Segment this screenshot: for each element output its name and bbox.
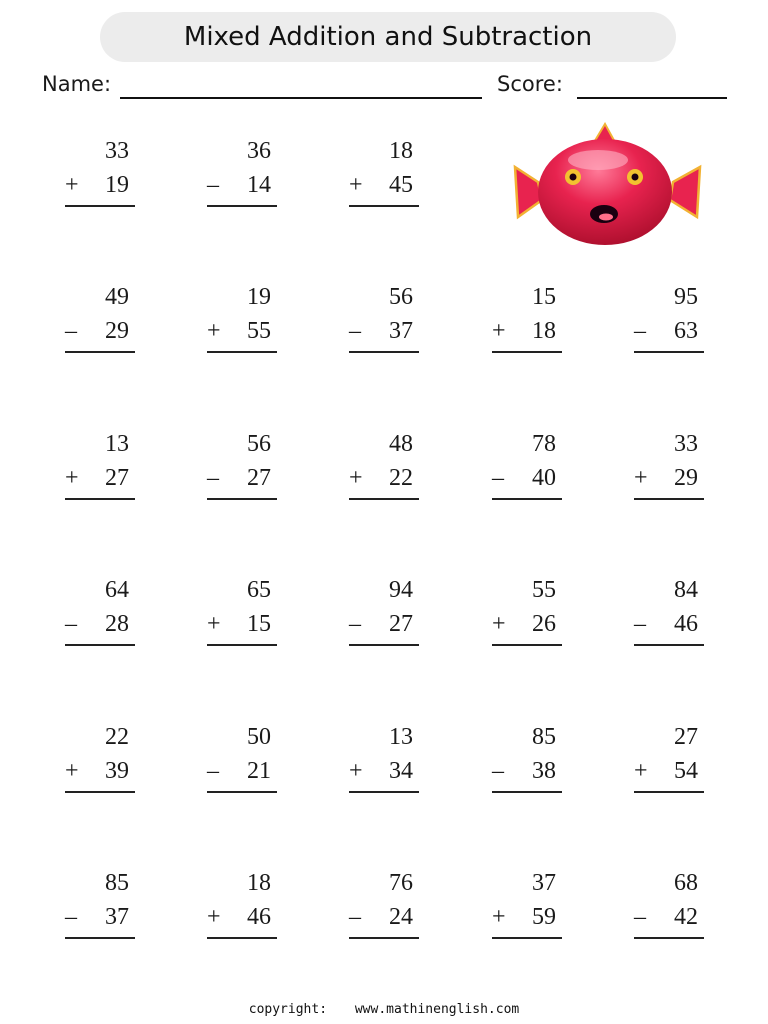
problem-top-number: 15 <box>532 284 556 310</box>
math-problem <box>207 283 277 359</box>
math-problem <box>65 283 135 359</box>
name-label: Name: <box>42 72 112 96</box>
problem-top-number: 49 <box>105 284 129 310</box>
problem-top-number: 85 <box>105 870 129 896</box>
problem-top-number: 33 <box>674 431 698 457</box>
answer-line[interactable] <box>492 791 562 793</box>
problem-top-number: 64 <box>105 577 129 603</box>
problem-top-number: 56 <box>247 431 271 457</box>
problem-bottom-number: 37 <box>389 318 413 344</box>
problem-bottom-number: 29 <box>105 318 129 344</box>
answer-line[interactable] <box>65 937 135 939</box>
problem-top-number: 65 <box>247 577 271 603</box>
problem-bottom-number: 34 <box>389 758 413 784</box>
problem-bottom-number: 54 <box>674 758 698 784</box>
answer-line[interactable] <box>65 644 135 646</box>
answer-line[interactable] <box>349 937 419 939</box>
math-problem <box>207 137 277 213</box>
problem-bottom-number: 22 <box>389 465 413 491</box>
problem-top-number: 56 <box>389 284 413 310</box>
answer-line[interactable] <box>492 498 562 500</box>
math-problem <box>349 430 419 506</box>
problem-operator: + <box>349 758 363 784</box>
math-problem <box>65 137 135 213</box>
problem-bottom-number: 28 <box>105 611 129 637</box>
problem-top-number: 76 <box>389 870 413 896</box>
math-problem <box>492 723 562 799</box>
answer-line[interactable] <box>65 205 135 207</box>
problem-top-number: 68 <box>674 870 698 896</box>
problem-bottom-number: 14 <box>247 172 271 198</box>
website-link[interactable]: www.mathinenglish.com <box>354 1002 520 1017</box>
problem-bottom-number: 63 <box>674 318 698 344</box>
problem-operator: – <box>207 758 219 784</box>
math-problem <box>492 576 562 652</box>
problem-operator: + <box>634 758 648 784</box>
problem-bottom-number: 27 <box>389 611 413 637</box>
problem-operator: – <box>492 465 504 491</box>
problem-operator: + <box>207 611 221 637</box>
problem-operator: – <box>349 611 361 637</box>
math-problem <box>634 576 704 652</box>
problem-bottom-number: 40 <box>532 465 556 491</box>
problem-operator: – <box>65 318 77 344</box>
answer-line[interactable] <box>634 791 704 793</box>
problem-bottom-number: 45 <box>389 172 413 198</box>
problem-operator: + <box>492 904 506 930</box>
problem-operator: – <box>207 172 219 198</box>
problem-top-number: 94 <box>389 577 413 603</box>
answer-line[interactable] <box>634 351 704 353</box>
math-problem <box>634 430 704 506</box>
answer-line[interactable] <box>634 937 704 939</box>
copyright-label: copyright: <box>248 1002 328 1017</box>
math-problem <box>349 283 419 359</box>
problem-bottom-number: 21 <box>247 758 271 784</box>
problem-top-number: 18 <box>389 138 413 164</box>
answer-line[interactable] <box>349 644 419 646</box>
math-problem <box>634 723 704 799</box>
problem-top-number: 50 <box>247 724 271 750</box>
problem-top-number: 37 <box>532 870 556 896</box>
problem-bottom-number: 15 <box>247 611 271 637</box>
answer-line[interactable] <box>492 644 562 646</box>
problem-bottom-number: 46 <box>247 904 271 930</box>
answer-line[interactable] <box>349 205 419 207</box>
math-problem <box>207 869 277 945</box>
problem-bottom-number: 38 <box>532 758 556 784</box>
problem-operator: + <box>349 172 363 198</box>
answer-line[interactable] <box>349 351 419 353</box>
problem-operator: + <box>65 465 79 491</box>
problem-bottom-number: 26 <box>532 611 556 637</box>
problem-bottom-number: 18 <box>532 318 556 344</box>
problem-bottom-number: 39 <box>105 758 129 784</box>
problem-top-number: 84 <box>674 577 698 603</box>
problem-bottom-number: 55 <box>247 318 271 344</box>
problem-top-number: 27 <box>674 724 698 750</box>
problem-operator: – <box>349 318 361 344</box>
answer-line[interactable] <box>492 351 562 353</box>
problem-top-number: 33 <box>105 138 129 164</box>
answer-line[interactable] <box>65 791 135 793</box>
answer-line[interactable] <box>65 498 135 500</box>
answer-line[interactable] <box>207 351 277 353</box>
problem-bottom-number: 59 <box>532 904 556 930</box>
math-problem <box>65 869 135 945</box>
problem-operator: – <box>634 904 646 930</box>
answer-line[interactable] <box>634 498 704 500</box>
problem-operator: – <box>65 904 77 930</box>
fish-icon <box>510 122 705 252</box>
problem-operator: – <box>634 318 646 344</box>
problem-bottom-number: 37 <box>105 904 129 930</box>
problem-top-number: 48 <box>389 431 413 457</box>
problem-top-number: 55 <box>532 577 556 603</box>
answer-line[interactable] <box>207 644 277 646</box>
problem-operator: + <box>492 318 506 344</box>
problem-operator: – <box>349 904 361 930</box>
problem-bottom-number: 29 <box>674 465 698 491</box>
problem-operator: + <box>207 318 221 344</box>
math-problem <box>65 430 135 506</box>
math-problem <box>349 137 419 213</box>
problem-bottom-number: 24 <box>389 904 413 930</box>
math-problem <box>65 723 135 799</box>
problem-top-number: 78 <box>532 431 556 457</box>
math-problem <box>349 869 419 945</box>
problem-operator: + <box>349 465 363 491</box>
score-blank-line[interactable] <box>577 97 727 99</box>
problem-top-number: 18 <box>247 870 271 896</box>
math-problem <box>492 430 562 506</box>
answer-line[interactable] <box>207 791 277 793</box>
problem-bottom-number: 19 <box>105 172 129 198</box>
problem-operator: + <box>65 758 79 784</box>
problem-top-number: 85 <box>532 724 556 750</box>
problem-bottom-number: 27 <box>247 465 271 491</box>
answer-line[interactable] <box>207 498 277 500</box>
problem-operator: – <box>492 758 504 784</box>
problem-operator: + <box>65 172 79 198</box>
answer-line[interactable] <box>492 937 562 939</box>
answer-line[interactable] <box>634 644 704 646</box>
problem-top-number: 36 <box>247 138 271 164</box>
score-label: Score: <box>497 72 563 96</box>
problem-bottom-number: 27 <box>105 465 129 491</box>
math-problem <box>207 576 277 652</box>
math-problem <box>634 869 704 945</box>
math-problem <box>634 283 704 359</box>
problem-top-number: 13 <box>389 724 413 750</box>
problem-top-number: 19 <box>247 284 271 310</box>
footer <box>0 1002 768 1017</box>
problem-bottom-number: 46 <box>674 611 698 637</box>
problem-operator: – <box>634 611 646 637</box>
problem-operator: – <box>207 465 219 491</box>
problem-operator: + <box>207 904 221 930</box>
problem-top-number: 95 <box>674 284 698 310</box>
problem-operator: + <box>492 611 506 637</box>
math-problem <box>492 283 562 359</box>
math-problem <box>207 723 277 799</box>
problem-top-number: 22 <box>105 724 129 750</box>
answer-line[interactable] <box>349 791 419 793</box>
math-problem <box>65 576 135 652</box>
math-problem <box>207 430 277 506</box>
answer-line[interactable] <box>65 351 135 353</box>
problem-operator: – <box>65 611 77 637</box>
problem-top-number: 13 <box>105 431 129 457</box>
problem-operator: + <box>634 465 648 491</box>
name-blank-line[interactable] <box>120 97 482 99</box>
worksheet-title: Mixed Addition and Subtraction <box>100 12 676 62</box>
answer-line[interactable] <box>207 205 277 207</box>
math-problem <box>492 869 562 945</box>
math-problem <box>349 723 419 799</box>
problem-bottom-number: 42 <box>674 904 698 930</box>
answer-line[interactable] <box>349 498 419 500</box>
math-problem <box>349 576 419 652</box>
answer-line[interactable] <box>207 937 277 939</box>
